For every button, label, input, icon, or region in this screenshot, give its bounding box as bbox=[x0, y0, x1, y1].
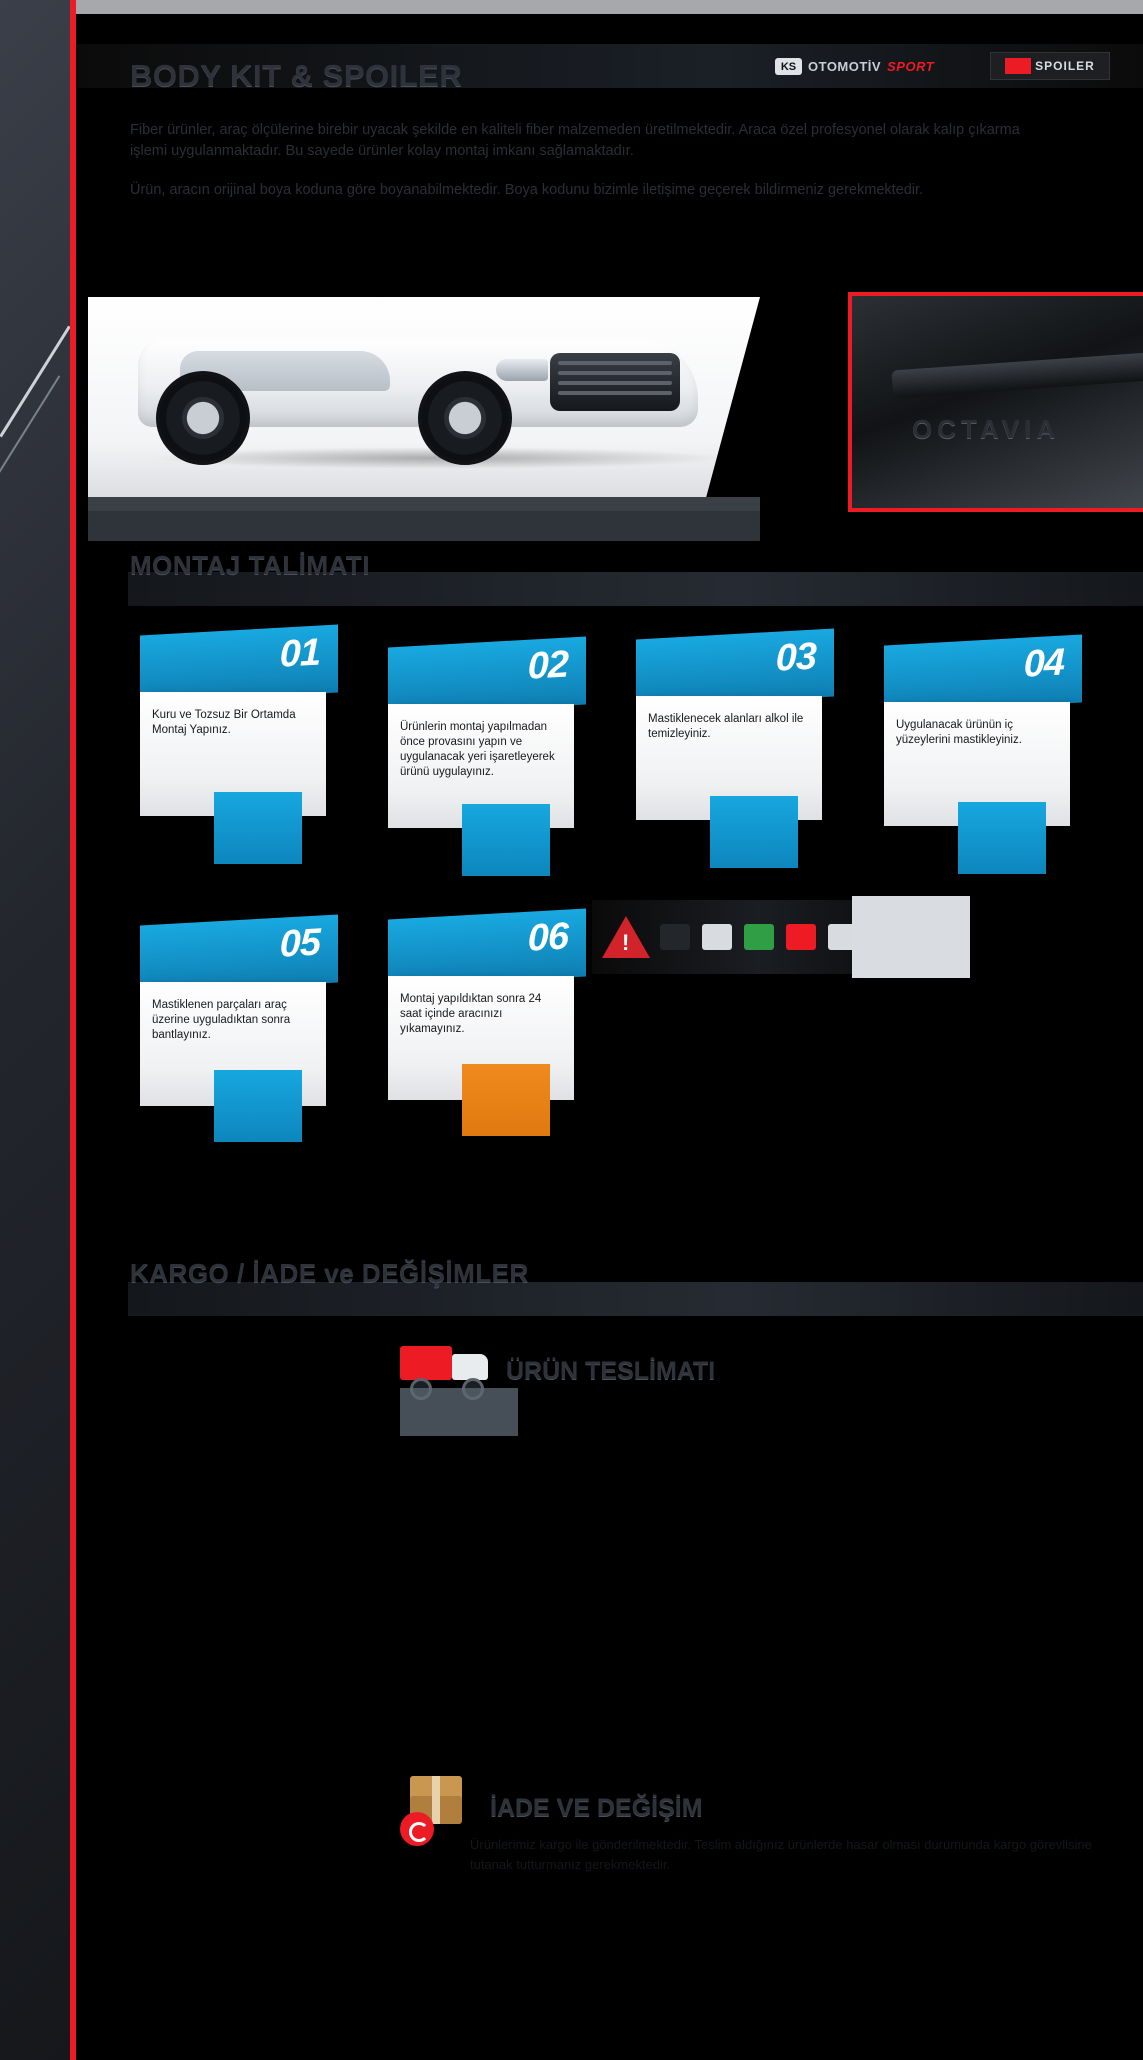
no-wash-icon bbox=[660, 924, 690, 950]
warning-exclamation: ! bbox=[622, 930, 630, 955]
step-base bbox=[214, 1070, 302, 1142]
brand-logo bbox=[775, 58, 934, 75]
brand-name-accent: SPORT bbox=[887, 59, 935, 74]
car-illustration bbox=[118, 319, 718, 469]
step-number: 01 bbox=[279, 631, 320, 676]
returns-description: Ürünlerimiz kargo ile gönderilmektedir. Teslim aldığınız ürünlerde hasar olması durumunda kargo görevlisine tutanak tutturmanız gerekmektedir. bbox=[470, 1837, 1092, 1872]
spoiler-photo bbox=[848, 292, 1143, 512]
return-arrow-icon bbox=[400, 1812, 434, 1846]
delivery-truck-icon bbox=[400, 1340, 492, 1402]
hero-images bbox=[88, 297, 1143, 507]
step-base bbox=[462, 1064, 550, 1136]
step-card-02 bbox=[388, 642, 586, 828]
step-number: 02 bbox=[527, 643, 568, 688]
secondary-logo bbox=[990, 52, 1110, 80]
intro-paragraph-2: Ürün, aracın orijinal boya koduna göre boyanabilmektedir. Boya kodunu bizimle iletişime geçerek bildirmeniz gerekmektedir. bbox=[130, 182, 924, 198]
return-parcel-icon bbox=[400, 1770, 476, 1846]
step-text: Mastiklenecek alanları alkol ile temizleyiniz. bbox=[636, 696, 822, 820]
no-pressure-icon bbox=[702, 924, 732, 950]
assembly-section-title: MONTAJ TALİMATI bbox=[130, 550, 371, 580]
top-grey-strip bbox=[76, 0, 1143, 14]
intro-paragraph-1: Fiber ürünler, araç ölçülerine birebir uyacak şekilde en kaliteli fiber malzemeden üretilmektedir. Araca özel profesyonel olarak kalıp çıkarma işlemi uygulanmaktadır. Bu sayede ürünler kolay montaj imkanı sağlamaktadır. bbox=[130, 122, 1020, 159]
warning-triangle-icon bbox=[602, 916, 650, 958]
step-base bbox=[710, 796, 798, 868]
diagonal-accent-1 bbox=[0, 326, 71, 438]
step-base bbox=[214, 792, 302, 864]
page-title-text: BODY KIT & SPOILER bbox=[130, 58, 463, 93]
shipping-block bbox=[400, 1340, 715, 1402]
step-card-04 bbox=[884, 640, 1082, 826]
shipping-title: ÜRÜN TESLİMATI bbox=[506, 1356, 716, 1385]
step-text: Montaj yapıldıktan sonra 24 saat içinde aracınızı yıkamayınız. bbox=[388, 976, 574, 1100]
trunk-badge-text: OCTAVIA bbox=[912, 414, 1061, 444]
step-text: Mastiklenen parçaları araç üzerine uyguladıktan sonra bantlayınız. bbox=[140, 982, 326, 1106]
step-number: 03 bbox=[775, 635, 816, 680]
returns-title: İADE VE DEĞİŞİM bbox=[490, 1793, 703, 1822]
step-card-05 bbox=[140, 920, 338, 1106]
warning-icon-row bbox=[660, 924, 858, 950]
left-decorative-gutter bbox=[0, 0, 75, 2060]
step-number: 06 bbox=[527, 915, 568, 960]
photo-base-strip bbox=[88, 497, 760, 511]
headlamp-icon bbox=[496, 359, 548, 381]
page-title bbox=[130, 58, 462, 94]
vehicle-photo bbox=[88, 297, 760, 497]
brand-badge: KS bbox=[775, 58, 802, 75]
brand-name: OTOMOTİV bbox=[808, 59, 882, 74]
step-card-03 bbox=[636, 634, 834, 820]
step-card-01 bbox=[140, 630, 338, 816]
truck-base-shadow bbox=[400, 1388, 518, 1436]
step-base bbox=[462, 804, 550, 876]
spoiler-shape bbox=[891, 350, 1143, 399]
step-base bbox=[958, 802, 1046, 874]
secondary-logo-text: SPOILER bbox=[1035, 59, 1095, 73]
step-number: 04 bbox=[1023, 641, 1064, 686]
rear-wheel bbox=[418, 371, 512, 465]
no-heat-icon bbox=[786, 924, 816, 950]
step-text: Uygulanacak ürünün iç yüzeylerini mastikleyiniz. bbox=[884, 702, 1070, 826]
returns-section-title: KARGO / İADE ve DEĞİŞİMLER bbox=[130, 1258, 529, 1288]
step-text: Kuru ve Tozsuz Bir Ortamda Montaj Yapınız. bbox=[140, 692, 326, 816]
step-text: Ürünlerin montaj yapılmadan önce provasını yapın ve uygulanacak yeri işaretleyerek ürünü uygulayınız. bbox=[388, 704, 574, 828]
logo-mark-icon bbox=[1005, 58, 1031, 74]
photo-bottom-band bbox=[88, 511, 760, 541]
grille bbox=[550, 353, 680, 411]
intro-text-block bbox=[130, 120, 1060, 219]
front-wheel bbox=[156, 371, 250, 465]
step-card-06 bbox=[388, 914, 586, 1100]
warning-side-panel bbox=[852, 896, 970, 978]
no-rain-icon bbox=[744, 924, 774, 950]
step-number: 05 bbox=[279, 921, 320, 966]
red-vertical-rail bbox=[70, 0, 76, 2060]
